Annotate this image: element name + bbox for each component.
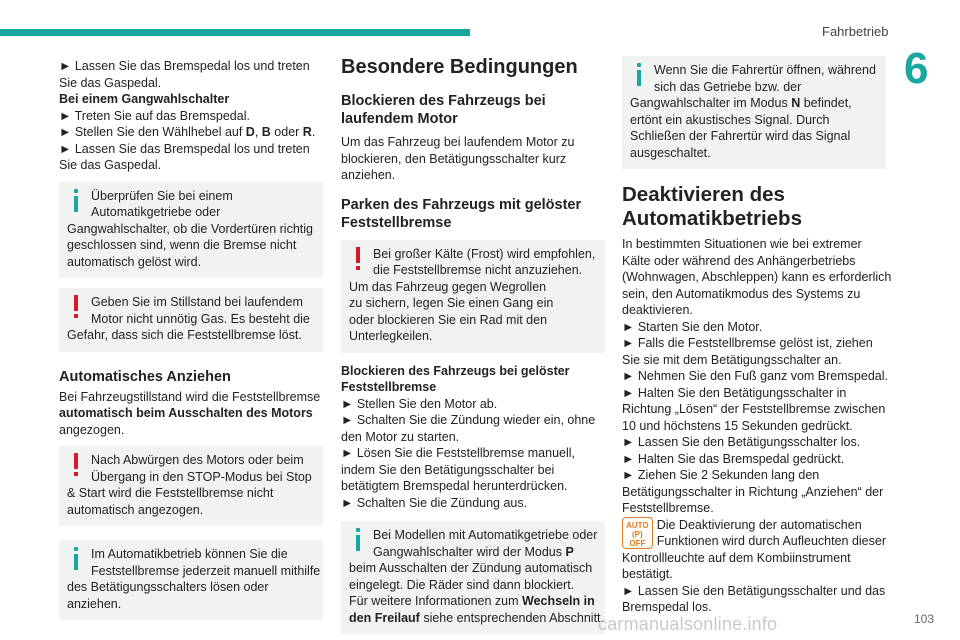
- warning-text: Nach Abwürgen des Motors oder beim: [91, 453, 304, 467]
- step-line: ► Lösen Sie die Feststellbremse manuell,: [341, 446, 576, 460]
- heading-park-released: Feststellbremse: [341, 214, 452, 231]
- warning-icon: [71, 452, 81, 478]
- subheading-block-released: Feststellbremse: [341, 380, 437, 394]
- step-line: ► Ziehen Sie 2 Sekunden lang den: [622, 468, 820, 482]
- warning-text: Geben Sie im Stillstand bei laufendem: [91, 295, 303, 309]
- info-text: Bei Modellen mit Automatikgetriebe oder: [373, 528, 598, 542]
- body-text: deaktivieren.: [622, 303, 693, 317]
- info-text: Schließen der Fahrertür wird das Signal: [630, 129, 851, 143]
- step-line: Richtung „Lösen“ der Feststellbremse zwischen: [622, 402, 886, 416]
- step-line: 10 und höchstens 15 Sekunden gedrückt.: [622, 418, 853, 433]
- column-2: [341, 56, 605, 634]
- body-text: In bestimmten Situationen wie bei extremer: [622, 237, 862, 251]
- info-text: geschlossen sind, wenn die Bremse nicht: [67, 238, 297, 252]
- body-text: Um das Fahrzeug bei laufendem Motor zu: [341, 135, 575, 149]
- step-line: ► Halten Sie den Betätigungsschalter in: [622, 385, 847, 400]
- subheading-block-released: Blockieren des Fahrzeugs bei gelöster: [341, 363, 570, 378]
- step-line: den Motor zu starten.: [341, 429, 460, 444]
- body-text: angezogen.: [59, 422, 125, 437]
- heading-park-released: Parken des Fahrzeugs mit gelöster: [341, 196, 582, 213]
- info-text: den Freilauf siehe entsprechenden Abschnitt.: [349, 610, 604, 625]
- step-line: ► Lassen Sie den Betätigungsschalter los.: [622, 435, 861, 449]
- info-text: Für weitere Informationen zum Wechseln in: [349, 594, 595, 608]
- info-box: [622, 56, 886, 169]
- body-text: bestätigt.: [622, 567, 673, 581]
- auto-off-icon: AUTO (P) OFF: [622, 517, 653, 549]
- warning-text: & Start wird die Feststellbremse nicht: [67, 486, 274, 500]
- top-accent-bar: [0, 29, 470, 36]
- heading-block-running: laufendem Motor: [341, 111, 458, 127]
- body-text: Bei Fahrzeugstillstand wird die Feststellbremse: [59, 389, 321, 404]
- info-text: Feststellbremse jederzeit manuell mithilfe: [91, 563, 321, 578]
- section-title: Fahrbetrieb: [822, 24, 889, 39]
- heading-block-running: Blockieren des Fahrzeugs bei: [341, 93, 546, 109]
- step-line: ► Stellen Sie den Motor ab.: [341, 396, 498, 411]
- info-text: Im Automatikbetrieb können Sie die: [91, 547, 288, 561]
- body-text: Kontrollleuchte auf dem Kombiinstrument: [622, 550, 851, 565]
- step-line: Sie das Gaspedal.: [59, 158, 162, 172]
- heading-automatic-apply: Automatisches Anziehen: [59, 368, 231, 385]
- info-text: Gangwahlschalter, ob die Vordertüren richtig: [67, 221, 313, 236]
- body-text: (Wohnwagen, Abschleppen) kann es erforderlich: [622, 270, 892, 284]
- info-text: Gangwahlschalter im Modus N befindet,: [630, 96, 852, 110]
- info-text: Überprüfen Sie bei einem: [91, 188, 233, 203]
- body-text: Funktionen wird durch Aufleuchten dieser: [656, 534, 886, 548]
- body-text-bold: automatisch beim Ausschalten des Motors: [59, 406, 313, 420]
- warning-text: Gefahr, dass sich die Feststellbremse löst.: [67, 328, 302, 342]
- info-icon: [353, 527, 363, 553]
- subheading-gear-selector: Bei einem Gangwahlschalter: [59, 92, 230, 106]
- warning-text: Um das Fahrzeug gegen Wegrollen: [349, 279, 547, 294]
- warning-text: automatisch angezogen.: [67, 502, 204, 517]
- body-text: Die Deaktivierung der automatischen: [656, 517, 862, 532]
- step-line: ► Nehmen Sie den Fuß ganz vom Bremspedal.: [622, 369, 888, 383]
- body-text: sein, den Automatikmodus des Systems zu: [622, 286, 861, 301]
- info-box: [59, 182, 323, 279]
- heading-special-conditions: Besondere Bedingungen: [341, 56, 578, 78]
- body-text: Kälte oder während des Anhängerbetriebs: [622, 253, 856, 268]
- watermark: carmanualsonline.info: [598, 614, 778, 634]
- info-box: [341, 521, 605, 634]
- warning-text: zu sichern, legen Sie einen Gang ein: [349, 296, 554, 310]
- step-line: Feststellbremse.: [622, 501, 714, 515]
- warning-box: [341, 240, 605, 353]
- info-text: eingelegt. Die Räder sind dann blockiert.: [349, 577, 575, 592]
- warning-text: Bei großer Kälte (Frost) wird empfohlen,: [373, 246, 596, 261]
- info-box: [59, 540, 323, 620]
- info-text: Automatikgetriebe oder: [91, 205, 221, 219]
- info-text: ausgeschaltet.: [630, 145, 711, 160]
- warning-box: [59, 288, 323, 352]
- info-icon: [634, 62, 644, 88]
- step-line: ► Halten Sie das Bremspedal gedrückt.: [622, 451, 845, 466]
- warning-icon: [71, 294, 81, 320]
- warning-box: [59, 446, 323, 526]
- warning-text: die Feststellbremse nicht anzuziehen.: [373, 263, 583, 277]
- step-line: ► Lassen Sie das Bremspedal los und treten: [59, 59, 310, 73]
- chapter-number: 6: [904, 44, 929, 93]
- step-line: indem Sie den Betätigungsschalter bei: [341, 462, 555, 477]
- warning-icon: [353, 246, 363, 272]
- warning-text: oder blockieren Sie ein Rad mit den: [349, 312, 548, 327]
- column-3: [622, 56, 892, 616]
- info-text: anziehen.: [67, 596, 122, 611]
- step-line: ► Falls die Feststellbremse gelöst ist, ziehen: [622, 336, 873, 350]
- step-line: ► Schalten Sie die Zündung aus.: [341, 495, 528, 510]
- info-icon: [71, 546, 81, 572]
- step-line: betätigtem Bremspedal herunterdrücken.: [341, 479, 568, 493]
- step-line: ► Starten Sie den Motor.: [622, 319, 763, 334]
- column-1: [59, 58, 323, 620]
- step-line: ► Lassen Sie das Bremspedal los und treten: [59, 141, 310, 156]
- step-line: ► Lassen Sie den Betätigungsschalter und das: [622, 583, 886, 598]
- step-line: ► Schalten Sie die Zündung wieder ein, ohne: [341, 413, 596, 427]
- warning-text: Übergang in den STOP-Modus bei Stop: [91, 469, 312, 484]
- info-text: des Betätigungsschalters lösen oder: [67, 580, 269, 594]
- step-line: ► Treten Sie auf das Bremspedal.: [59, 108, 250, 123]
- step-line-gear-positions: ► Stellen Sie den Wählhebel auf D, B oder R.: [59, 125, 316, 139]
- heading-deactivate-auto: Deaktivieren des: [622, 183, 785, 206]
- info-icon: [71, 188, 81, 214]
- info-text: Wenn Sie die Fahrertür öffnen, während: [654, 63, 876, 77]
- warning-text: Motor nicht unnötig Gas. Es besteht die: [91, 311, 310, 326]
- info-text: Gangwahlschalter wird der Modus P: [373, 544, 574, 559]
- info-text: ertönt ein akustisches Signal. Durch: [630, 112, 830, 127]
- info-text: automatisch gelöst wird.: [67, 254, 202, 269]
- body-text: blockieren, den Betätigungsschalter kurz: [341, 151, 567, 166]
- step-line: Sie das Gaspedal.: [59, 75, 162, 90]
- body-text: anziehen.: [341, 168, 396, 182]
- page-number: 103: [914, 612, 935, 626]
- info-text: beim Ausschalten der Zündung automatisch: [349, 561, 593, 575]
- step-line: Sie sie mit dem Betätigungsschalter an.: [622, 352, 842, 367]
- warning-text: Unterlegkeilen.: [349, 329, 433, 343]
- info-text: sich das Getriebe bzw. der: [654, 79, 802, 94]
- heading-deactivate-auto: Automatikbetriebs: [622, 207, 802, 230]
- step-line: Betätigungsschalter in Richtung „Anziehen“ der: [622, 484, 884, 499]
- step-line: Bremspedal los.: [622, 600, 712, 614]
